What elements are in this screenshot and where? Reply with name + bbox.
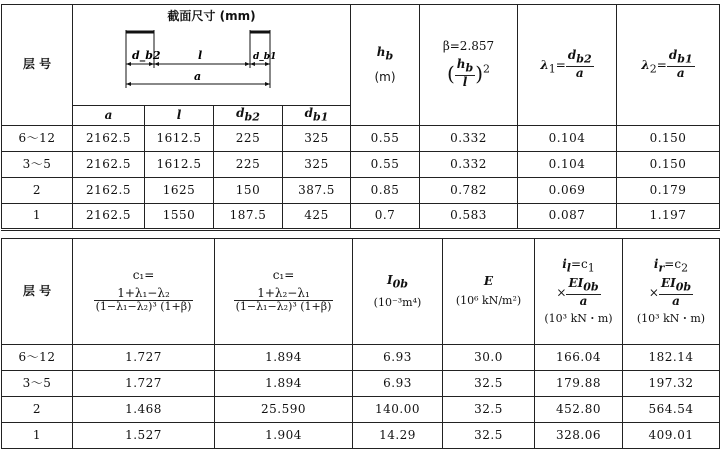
cell-I: 6.93 bbox=[353, 371, 443, 397]
lambda2-numerator: d bbox=[668, 48, 678, 63]
c1b-numerator: 1+λ₂−λ₁ bbox=[234, 287, 334, 302]
beta-header: β=2.857 ( $\frac{h_b}{l}$ )$^2$ bbox=[420, 5, 518, 126]
cell-db2: 225 bbox=[214, 152, 283, 178]
cell-floor: 6～12 bbox=[2, 345, 73, 371]
col-a-header: a bbox=[73, 106, 145, 126]
cell-l1: 0.104 bbox=[518, 126, 617, 152]
cell-l: 1612.5 bbox=[145, 126, 214, 152]
ir-numerator: EI bbox=[660, 275, 676, 290]
section-size-title: 截面尺寸 (mm) bbox=[167, 9, 256, 23]
ir-rhs: =c bbox=[664, 256, 682, 271]
c1b-denominator: (1−λ₁−λ₂)³ (1+β) bbox=[235, 300, 332, 314]
c1a-numerator: 1+λ₁−λ₂ bbox=[94, 287, 194, 302]
cell-floor: 6～12 bbox=[2, 126, 73, 152]
cell-db1: 425 bbox=[283, 204, 351, 230]
beta-numerator: h bbox=[456, 56, 466, 71]
cell-il: 452.80 bbox=[535, 397, 623, 423]
lambda2-symbol: λ bbox=[641, 57, 650, 72]
col-db2-sub: b2 bbox=[244, 110, 260, 124]
I-header bbox=[353, 239, 443, 345]
ir-symbol: i bbox=[653, 256, 659, 271]
c1a-lhs: c₁= bbox=[132, 267, 155, 282]
hb-header bbox=[351, 5, 420, 126]
il-rhs-sub: 1 bbox=[587, 261, 595, 275]
cell-l2: 0.179 bbox=[617, 178, 720, 204]
cell-c1: 1.727 bbox=[73, 345, 215, 371]
cell-db2: 150 bbox=[214, 178, 283, 204]
table-row bbox=[2, 178, 720, 204]
diagram-db1-label: d_b1 bbox=[252, 51, 276, 62]
lambda1-denominator: a bbox=[575, 66, 584, 81]
E-unit: (10⁶ kN/m²) bbox=[455, 294, 522, 308]
col-db1-symbol: d bbox=[304, 105, 314, 120]
lambda1-header: $\lambda_1=$ $\frac{d_{b2}}{a}$ bbox=[518, 5, 617, 126]
beta-numerator-sub: b bbox=[465, 61, 474, 75]
lambda2-denominator: a bbox=[676, 66, 685, 81]
cell-ir: 182.14 bbox=[623, 345, 720, 371]
cell-floor: 2 bbox=[2, 397, 73, 423]
col-l-header: l bbox=[145, 106, 214, 126]
cell-l: 1625 bbox=[145, 178, 214, 204]
c1b-lhs: c₁= bbox=[272, 267, 295, 282]
ir-numerator-sub: 0b bbox=[675, 280, 692, 294]
table-row bbox=[2, 423, 720, 449]
cell-a: 2162.5 bbox=[73, 178, 145, 204]
cell-hb: 0.85 bbox=[351, 178, 420, 204]
cell-ir: 409.01 bbox=[623, 423, 720, 449]
cell-db2: 225 bbox=[214, 126, 283, 152]
cell-a: 2162.5 bbox=[73, 204, 145, 230]
cell-beta: 0.332 bbox=[420, 126, 518, 152]
cell-db1: 325 bbox=[283, 152, 351, 178]
il-numerator: EI bbox=[568, 275, 584, 290]
table-row bbox=[2, 204, 720, 230]
lambda1-symbol: λ bbox=[540, 57, 549, 72]
lambda1-numerator-sub: b2 bbox=[576, 52, 592, 66]
il-header bbox=[535, 239, 623, 345]
cell-c2: 1.894 bbox=[215, 345, 353, 371]
cell-c2: 1.904 bbox=[215, 423, 353, 449]
c1a-header bbox=[73, 239, 215, 345]
c1a-denominator: (1−λ₁−λ₂)³ (1+β) bbox=[95, 300, 192, 314]
beam-section-diagram bbox=[122, 26, 302, 96]
cell-E: 32.5 bbox=[443, 397, 535, 423]
beam-section-table bbox=[1, 4, 720, 231]
table-row bbox=[2, 345, 720, 371]
col-db2-header bbox=[214, 106, 283, 126]
cell-il: 328.06 bbox=[535, 423, 623, 449]
cell-l2: 0.150 bbox=[617, 152, 720, 178]
cell-l1: 0.104 bbox=[518, 152, 617, 178]
floor-header-2: 层 号 bbox=[2, 239, 73, 345]
ir-header bbox=[623, 239, 720, 345]
cell-beta: 0.782 bbox=[420, 178, 518, 204]
lambda2-sub: 2 bbox=[649, 61, 657, 75]
cell-l1: 0.087 bbox=[518, 204, 617, 230]
ir-denominator: a bbox=[672, 293, 680, 308]
il-unit: (10³ kN・m) bbox=[544, 311, 613, 325]
diagram-a-label: a bbox=[193, 69, 201, 83]
cell-l: 1612.5 bbox=[145, 152, 214, 178]
lambda2-header: $\lambda_2=$ $\frac{d_{b1}}{a}$ bbox=[617, 5, 720, 126]
stiffness-table bbox=[1, 238, 720, 449]
il-numerator-sub: 0b bbox=[583, 280, 599, 294]
table-row bbox=[2, 152, 720, 178]
ir-rhs-sub: 2 bbox=[681, 261, 689, 275]
E-symbol: E bbox=[483, 274, 494, 289]
cell-E: 30.0 bbox=[443, 345, 535, 371]
cell-E: 32.5 bbox=[443, 423, 535, 449]
table-row bbox=[2, 397, 720, 423]
lambda1-sub: 1 bbox=[548, 61, 556, 75]
c1b-header bbox=[215, 239, 353, 345]
floor-header: 层 号 bbox=[2, 5, 73, 126]
cell-hb: 0.55 bbox=[351, 152, 420, 178]
cell-db1: 325 bbox=[283, 126, 351, 152]
cell-a: 2162.5 bbox=[73, 126, 145, 152]
lambda2-numerator-sub: b1 bbox=[677, 52, 693, 66]
cell-l: 1550 bbox=[145, 204, 214, 230]
cell-db2: 187.5 bbox=[214, 204, 283, 230]
beta-denominator: l bbox=[462, 75, 468, 90]
col-db2-symbol: d bbox=[236, 105, 245, 120]
cell-c1: 1.527 bbox=[73, 423, 215, 449]
cell-l2: 0.150 bbox=[617, 126, 720, 152]
ir-sub: r bbox=[658, 261, 665, 275]
cell-a: 2162.5 bbox=[73, 152, 145, 178]
hb-unit: (m) bbox=[374, 69, 396, 84]
col-db1-sub: b1 bbox=[313, 110, 329, 124]
E-header bbox=[443, 239, 535, 345]
cell-hb: 0.7 bbox=[351, 204, 420, 230]
cell-ir: 564.54 bbox=[623, 397, 720, 423]
table-row bbox=[2, 371, 720, 397]
cell-c1: 1.727 bbox=[73, 371, 215, 397]
cell-ir: 197.32 bbox=[623, 371, 720, 397]
il-sub: l bbox=[566, 261, 571, 275]
cell-c2: 25.590 bbox=[215, 397, 353, 423]
ir-times: × bbox=[648, 285, 659, 300]
I-symbol: I bbox=[387, 272, 393, 287]
cell-floor: 3～5 bbox=[2, 152, 73, 178]
cell-I: 14.29 bbox=[353, 423, 443, 449]
cell-c2: 1.894 bbox=[215, 371, 353, 397]
cell-floor: 2 bbox=[2, 178, 73, 204]
cell-hb: 0.55 bbox=[351, 126, 420, 152]
diagram-db2-label: d_b2 bbox=[131, 48, 161, 62]
cell-I: 6.93 bbox=[353, 345, 443, 371]
section-size-header bbox=[73, 5, 351, 106]
cell-db1: 387.5 bbox=[283, 178, 351, 204]
hb-symbol: h bbox=[376, 44, 386, 59]
cell-I: 140.00 bbox=[353, 397, 443, 423]
diagram-l-label: l bbox=[197, 48, 202, 62]
il-times: × bbox=[556, 285, 567, 300]
cell-beta: 0.332 bbox=[420, 152, 518, 178]
cell-beta: 0.583 bbox=[420, 204, 518, 230]
lambda1-numerator: d bbox=[567, 48, 577, 63]
cell-il: 166.04 bbox=[535, 345, 623, 371]
cell-il: 179.88 bbox=[535, 371, 623, 397]
il-denominator: a bbox=[579, 293, 588, 308]
col-db1-header bbox=[283, 106, 351, 126]
il-rhs: =c bbox=[570, 256, 588, 271]
cell-l2: 1.197 bbox=[617, 204, 720, 230]
cell-c1: 1.468 bbox=[73, 397, 215, 423]
I-unit: (10⁻³m⁴) bbox=[373, 295, 422, 309]
hb-subscript: b bbox=[385, 48, 394, 62]
cell-E: 32.5 bbox=[443, 371, 535, 397]
ir-unit: (10³ kN・m) bbox=[636, 311, 706, 325]
cell-l1: 0.069 bbox=[518, 178, 617, 204]
cell-floor: 1 bbox=[2, 423, 73, 449]
il-symbol: i bbox=[562, 256, 567, 271]
cell-floor: 1 bbox=[2, 204, 73, 230]
beta-exponent: 2 bbox=[483, 62, 491, 76]
table-row bbox=[2, 126, 720, 152]
beta-equation: β=2.857 bbox=[442, 39, 495, 54]
I-sub: 0b bbox=[392, 277, 408, 291]
cell-floor: 3～5 bbox=[2, 371, 73, 397]
